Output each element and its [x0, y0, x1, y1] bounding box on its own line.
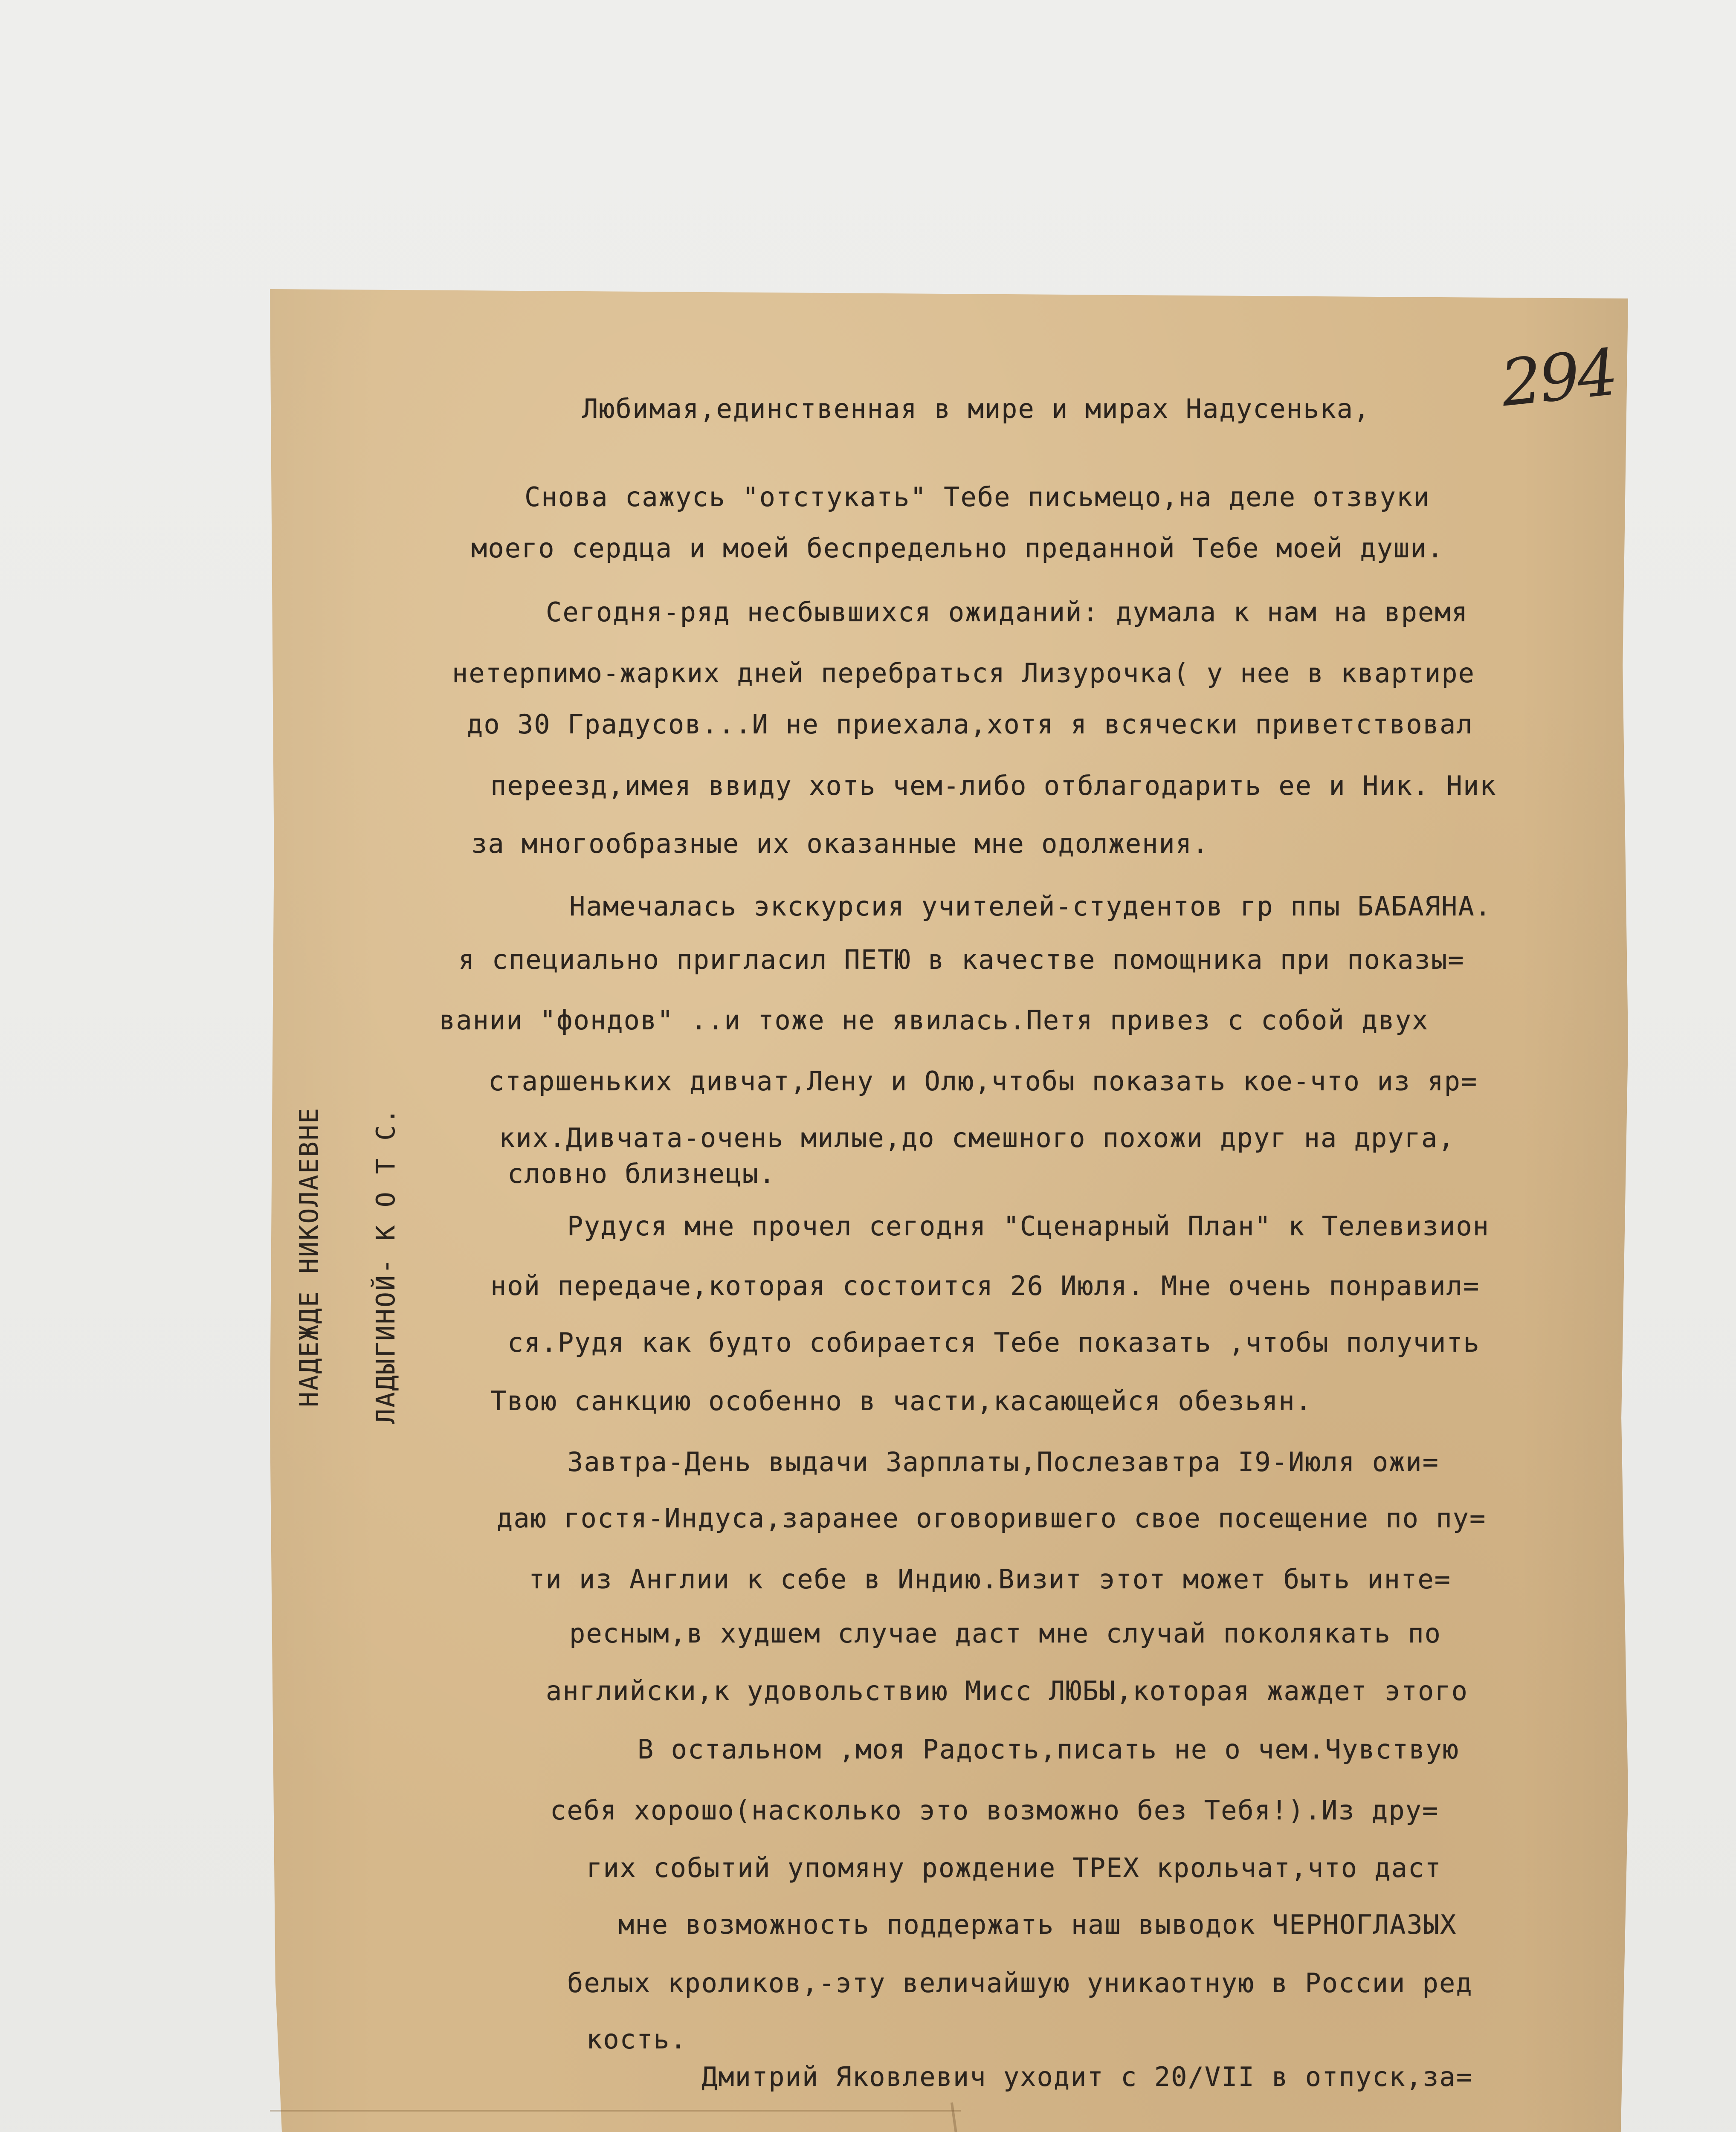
letter-line: мне возможность поддержать наш выводок ЧЕРНОГЛАЗЫХ — [618, 1909, 1457, 1940]
letter-line: ресным,в худшем случае даст мне случай поколякать по — [569, 1618, 1442, 1649]
letter-line: ких.Дивчата-очень милые,до смешного похожи друг на друга, — [499, 1122, 1455, 1153]
letter-line: себя хорошо(насколько это возможно без Тебя!).Из дру= — [550, 1795, 1439, 1826]
paper-fold-line — [270, 2110, 961, 2112]
letter-line: Завтра-День выдачи Зарплаты,Послезавтра I9-Июля ожи= — [567, 1446, 1440, 1477]
letter-line: Рудуся мне прочел сегодня "Сценарный План" к Телевизион — [567, 1211, 1490, 1242]
letter-line: ся.Рудя как будто собирается Тебе показать ,чтобы получить — [507, 1327, 1480, 1358]
letter-line: ной передаче,которая состоится 26 Июля. Мне очень понравил= — [490, 1270, 1480, 1301]
letter-line: белых кроликов,-эту величайшую уникаотную в России ред — [567, 1967, 1473, 1999]
letter-line: Снова сажусь "отстукать" Тебе письмецо,на деле отзвуки — [525, 481, 1430, 513]
letter-line-greeting: Любимая,единственная в мире и мирах Надусенька, — [582, 393, 1371, 424]
letter-line: вании "фондов" ..и тоже не явилась.Петя привез с собой двух — [439, 1005, 1429, 1036]
letter-line: Твою санкцию особенно в части,касающейся обезьян. — [490, 1385, 1313, 1417]
letter-line: Намечалась экскурсия учителей-студентов гр ппы БАБАЯНА. — [569, 891, 1492, 922]
letter-line: английски,к удовольствию Мисс ЛЮБЫ,которая жаждет этого — [546, 1675, 1468, 1706]
addressee-line-1: НАДЕЖДЕ НИКОЛАЕВНЕ — [294, 1107, 324, 1407]
folio-number: 294 — [1497, 335, 1619, 421]
letter-line: до 30 Градусов...И не приехала,хотя я всячески приветствовал — [467, 709, 1473, 740]
letter-line: даю гостя-Индуса,заранее оговорившего свое посещение по пу= — [497, 1503, 1487, 1534]
letter-line: Сегодня-ряд несбывшихся ожиданий: думала к нам на время — [546, 597, 1468, 628]
letter-line: нетерпимо-жарких дней перебраться Лизурочка( у нее в квартире — [452, 658, 1475, 689]
letter-line: Дмитрий Яковлевич уходит с 20/VII в отпуск,за= — [701, 2061, 1473, 2092]
letter-line: за многообразные их оказанные мне одолжения. — [471, 828, 1209, 859]
letter-line: словно близнецы. — [507, 1158, 776, 1189]
letter-line: гих событий упомяну рождение ТРЕХ крольчат,что даст — [586, 1852, 1442, 1883]
letter-line: старшеньких дивчат,Лену и Олю,чтобы показать кое-что из яр= — [488, 1066, 1478, 1097]
letter-line: переезд,имея ввиду хоть чем-либо отблагодарить ее и Ник. Ник — [490, 770, 1497, 801]
letter-line: моего сердца и моей беспредельно преданной Тебе моей души. — [471, 533, 1444, 564]
letter-line: В остальном ,моя Радость,писать не о чем.Чувствую — [638, 1734, 1460, 1765]
addressee-line-2: ЛАДЫГИНОЙ- К О Т С. — [371, 1107, 401, 1424]
letter-line: я специально пригласил ПЕТЮ в качестве помощника при показы= — [458, 944, 1465, 975]
letter-line: ти из Англии к себе в Индию.Визит этот может быть инте= — [529, 1564, 1451, 1595]
letter-line: кость. — [586, 2024, 687, 2055]
